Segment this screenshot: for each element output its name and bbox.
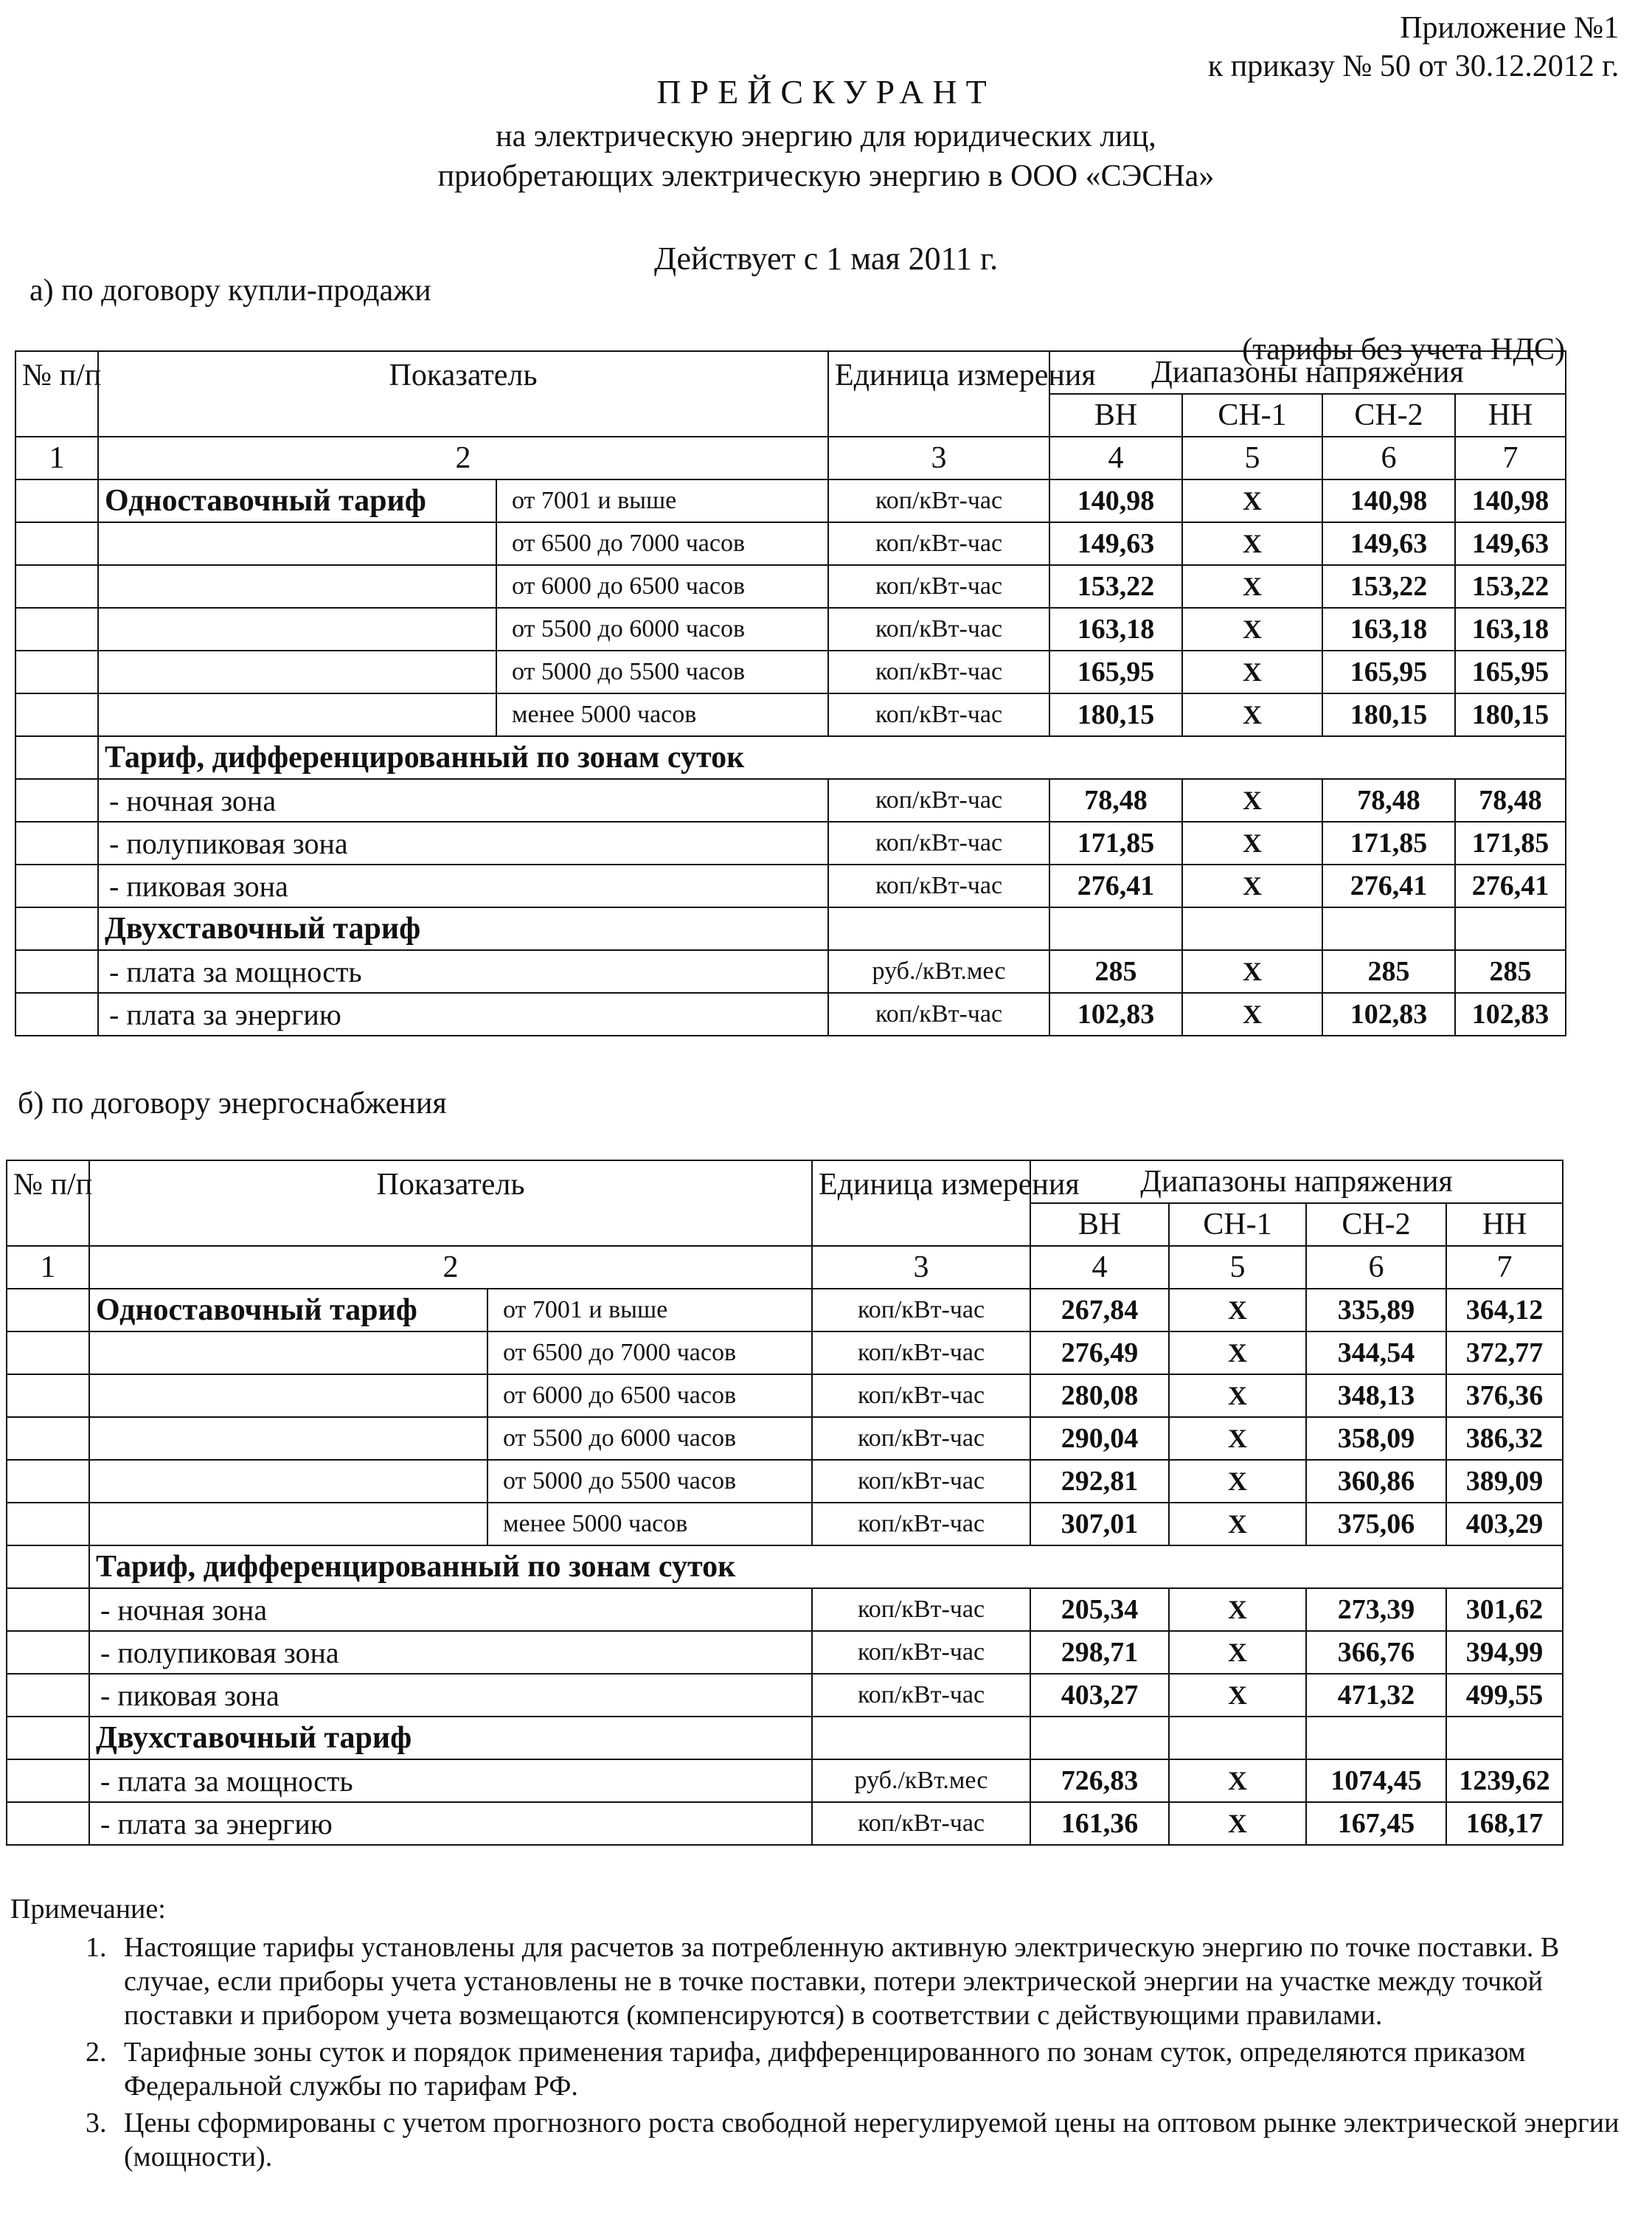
range-label: от 5500 до 6000 часов bbox=[487, 1417, 812, 1460]
table-row bbox=[15, 993, 1566, 1036]
subtitle-line1: на электрическую энергию для юридических лиц, bbox=[496, 120, 1156, 153]
range-label: от 5000 до 5500 часов bbox=[496, 651, 828, 693]
unit-cell: коп/кВт-час bbox=[812, 1417, 1030, 1460]
header-nn: НН bbox=[1446, 1203, 1563, 1246]
value-sn2: 165,95 bbox=[1322, 651, 1455, 693]
value-nn: 165,95 bbox=[1455, 651, 1566, 693]
power-fee-label: - плата за мощность bbox=[98, 950, 828, 993]
value-nn: 140,98 bbox=[1455, 479, 1566, 522]
value-sn2: 335,89 bbox=[1306, 1289, 1446, 1331]
appendix-line1: Приложение №1 bbox=[1400, 11, 1620, 45]
value-nn: 102,83 bbox=[1455, 993, 1566, 1036]
value-sn2: 285 bbox=[1322, 950, 1455, 993]
semipeak-zone-label: - полупиковая зона bbox=[98, 822, 828, 865]
col-num-1: 1 bbox=[15, 437, 98, 479]
peak-zone-label: - пиковая зона bbox=[98, 865, 828, 907]
value-vn: 276,49 bbox=[1030, 1331, 1169, 1374]
unit-cell: коп/кВт-час bbox=[828, 693, 1049, 736]
header-voltage-ranges: Диапазоны напряжения bbox=[1030, 1160, 1563, 1203]
value-sn1: Х bbox=[1169, 1631, 1306, 1674]
energy-fee-label: - плата за энергию bbox=[89, 1802, 812, 1845]
price-table-b bbox=[6, 1160, 1564, 1846]
notes-label: Примечание: bbox=[10, 1894, 166, 1925]
col-num-6: 6 bbox=[1322, 437, 1455, 479]
table-row bbox=[7, 1331, 1563, 1374]
value-vn: 102,83 bbox=[1049, 993, 1182, 1036]
value-vn: 140,98 bbox=[1049, 479, 1182, 522]
value-nn: 499,55 bbox=[1446, 1674, 1563, 1717]
power-fee-label: - плата за мощность bbox=[89, 1759, 812, 1802]
value-nn: 376,36 bbox=[1446, 1374, 1563, 1417]
appendix-line2: к приказу № 50 от 30.12.2012 г. bbox=[1207, 49, 1620, 83]
value-sn2: 360,86 bbox=[1306, 1460, 1446, 1503]
col-num-4: 4 bbox=[1049, 437, 1182, 479]
unit-cell: коп/кВт-час bbox=[812, 1460, 1030, 1503]
value-sn1: Х bbox=[1169, 1374, 1306, 1417]
col-num-4: 4 bbox=[1030, 1246, 1169, 1289]
table-row bbox=[15, 736, 1566, 779]
energy-fee-label: - плата за энергию bbox=[98, 993, 828, 1036]
value-sn1: Х bbox=[1169, 1460, 1306, 1503]
value-vn: 149,63 bbox=[1049, 522, 1182, 565]
value-vn: 153,22 bbox=[1049, 565, 1182, 608]
header-sn1: СН-1 bbox=[1169, 1203, 1306, 1246]
header-vn: ВН bbox=[1030, 1203, 1169, 1246]
header-num: № п/п bbox=[15, 351, 98, 437]
value-nn: 153,22 bbox=[1455, 565, 1566, 608]
unit-cell: коп/кВт-час bbox=[828, 522, 1049, 565]
range-label: от 6000 до 6500 часов bbox=[496, 565, 828, 608]
value-vn: 180,15 bbox=[1049, 693, 1182, 736]
value-sn2: 102,83 bbox=[1322, 993, 1455, 1036]
unit-cell: коп/кВт-час bbox=[828, 993, 1049, 1036]
value-sn2: 1074,45 bbox=[1306, 1759, 1446, 1802]
col-num-3: 3 bbox=[828, 437, 1049, 479]
value-vn: 171,85 bbox=[1049, 822, 1182, 865]
col-num-2: 2 bbox=[98, 437, 828, 479]
table-row bbox=[15, 779, 1566, 822]
range-label: от 6000 до 6500 часов bbox=[487, 1374, 812, 1417]
col-num-7: 7 bbox=[1446, 1246, 1563, 1289]
unit-cell: коп/кВт-час bbox=[828, 865, 1049, 907]
table-row bbox=[7, 1802, 1563, 1845]
value-nn: 78,48 bbox=[1455, 779, 1566, 822]
range-label: от 5500 до 6000 часов bbox=[496, 608, 828, 651]
value-sn2: 276,41 bbox=[1322, 865, 1455, 907]
value-nn: 1239,62 bbox=[1446, 1759, 1563, 1802]
section-b-heading: б) по договору энергоснабжения bbox=[18, 1087, 447, 1121]
zone-tariff-label: Тариф, дифференцированный по зонам суток bbox=[89, 1545, 1563, 1588]
value-vn: 78,48 bbox=[1049, 779, 1182, 822]
header-vn: ВН bbox=[1049, 394, 1182, 437]
table-row bbox=[15, 522, 1566, 565]
value-vn: 307,01 bbox=[1030, 1503, 1169, 1545]
table-row bbox=[15, 822, 1566, 865]
value-sn2: 273,39 bbox=[1306, 1588, 1446, 1631]
single-rate-label: Одноставочный тариф bbox=[98, 479, 496, 522]
value-vn: 403,27 bbox=[1030, 1674, 1169, 1717]
table-row bbox=[7, 1674, 1563, 1717]
header-nn: НН bbox=[1455, 394, 1566, 437]
single-rate-label: Одноставочный тариф bbox=[89, 1289, 487, 1331]
table-row bbox=[15, 865, 1566, 907]
unit-cell: коп/кВт-час bbox=[828, 565, 1049, 608]
table-row bbox=[7, 1545, 1563, 1588]
value-nn: 163,18 bbox=[1455, 608, 1566, 651]
table-row bbox=[15, 693, 1566, 736]
document-title: ПРЕЙСКУРАНТ bbox=[656, 73, 996, 111]
table-row bbox=[15, 608, 1566, 651]
value-sn1: Х bbox=[1182, 693, 1322, 736]
value-nn: 372,77 bbox=[1446, 1331, 1563, 1374]
section-a-heading: а) по договору купли-продажи bbox=[30, 274, 431, 308]
range-label: от 6500 до 7000 часов bbox=[496, 522, 828, 565]
value-sn2: 180,15 bbox=[1322, 693, 1455, 736]
value-vn: 267,84 bbox=[1030, 1289, 1169, 1331]
value-sn2: 344,54 bbox=[1306, 1331, 1446, 1374]
unit-cell: коп/кВт-час bbox=[812, 1674, 1030, 1717]
value-nn: 364,12 bbox=[1446, 1289, 1563, 1331]
unit-cell: коп/кВт-час bbox=[812, 1588, 1030, 1631]
value-sn1: Х bbox=[1182, 822, 1322, 865]
value-vn: 298,71 bbox=[1030, 1631, 1169, 1674]
range-label: менее 5000 часов bbox=[487, 1503, 812, 1545]
night-zone-label: - ночная зона bbox=[98, 779, 828, 822]
value-sn1: Х bbox=[1182, 779, 1322, 822]
value-sn1: Х bbox=[1169, 1674, 1306, 1717]
value-sn2: 140,98 bbox=[1322, 479, 1455, 522]
unit-cell: коп/кВт-час bbox=[812, 1289, 1030, 1331]
table-row bbox=[7, 1503, 1563, 1545]
value-nn: 149,63 bbox=[1455, 522, 1566, 565]
value-sn1: Х bbox=[1182, 565, 1322, 608]
unit-cell: коп/кВт-час bbox=[828, 779, 1049, 822]
value-vn: 276,41 bbox=[1049, 865, 1182, 907]
value-sn1: Х bbox=[1182, 651, 1322, 693]
unit-cell: коп/кВт-час bbox=[812, 1802, 1030, 1845]
value-sn2: 375,06 bbox=[1306, 1503, 1446, 1545]
table-row bbox=[7, 1374, 1563, 1417]
value-sn2: 153,22 bbox=[1322, 565, 1455, 608]
value-nn: 171,85 bbox=[1455, 822, 1566, 865]
unit-cell: руб./кВт.мес bbox=[828, 950, 1049, 993]
col-num-2: 2 bbox=[89, 1246, 812, 1289]
value-nn: 180,15 bbox=[1455, 693, 1566, 736]
col-num-1: 1 bbox=[7, 1246, 89, 1289]
value-sn1: Х bbox=[1182, 479, 1322, 522]
header-unit: Единица измерения bbox=[812, 1160, 1030, 1246]
value-vn: 205,34 bbox=[1030, 1588, 1169, 1631]
header-indicator: Показатель bbox=[98, 351, 828, 437]
value-nn: 285 bbox=[1455, 950, 1566, 993]
value-sn1: Х bbox=[1169, 1289, 1306, 1331]
header-sn2: СН-2 bbox=[1322, 394, 1455, 437]
table-row bbox=[7, 1717, 1563, 1759]
value-vn: 163,18 bbox=[1049, 608, 1182, 651]
value-sn2: 163,18 bbox=[1322, 608, 1455, 651]
unit-cell: коп/кВт-час bbox=[812, 1374, 1030, 1417]
value-vn: 292,81 bbox=[1030, 1460, 1169, 1503]
table-row bbox=[7, 1631, 1563, 1674]
night-zone-label: - ночная зона bbox=[89, 1588, 812, 1631]
value-vn: 285 bbox=[1049, 950, 1182, 993]
subtitle-line2: приобретающих электрическую энергию в ООО «СЭСНа» bbox=[437, 159, 1215, 193]
col-num-3: 3 bbox=[812, 1246, 1030, 1289]
notes-block bbox=[10, 1892, 1633, 2177]
value-sn2: 171,85 bbox=[1322, 822, 1455, 865]
value-vn: 726,83 bbox=[1030, 1759, 1169, 1802]
value-sn1: Х bbox=[1169, 1331, 1306, 1374]
peak-zone-label: - пиковая зона bbox=[89, 1674, 812, 1717]
header-sn1: СН-1 bbox=[1182, 394, 1322, 437]
header-sn2: СН-2 bbox=[1306, 1203, 1446, 1246]
value-sn1: Х bbox=[1169, 1759, 1306, 1802]
value-nn: 394,99 bbox=[1446, 1631, 1563, 1674]
col-num-5: 5 bbox=[1182, 437, 1322, 479]
value-sn1: Х bbox=[1169, 1588, 1306, 1631]
range-label: от 5000 до 5500 часов bbox=[487, 1460, 812, 1503]
vat-note: (тарифы без учета НДС) bbox=[1242, 333, 1565, 367]
table-row bbox=[15, 651, 1566, 693]
col-num-5: 5 bbox=[1169, 1246, 1306, 1289]
table-row bbox=[7, 1759, 1563, 1802]
value-sn2: 149,63 bbox=[1322, 522, 1455, 565]
unit-cell: коп/кВт-час bbox=[812, 1331, 1030, 1374]
value-sn1: Х bbox=[1182, 993, 1322, 1036]
price-table-a bbox=[15, 350, 1566, 1036]
value-sn1: Х bbox=[1169, 1802, 1306, 1845]
value-sn1: Х bbox=[1182, 608, 1322, 651]
table-row bbox=[7, 1417, 1563, 1460]
zone-tariff-label: Тариф, дифференцированный по зонам суток bbox=[98, 736, 1566, 779]
value-sn2: 167,45 bbox=[1306, 1802, 1446, 1845]
value-sn1: Х bbox=[1182, 865, 1322, 907]
effective-date: Действует с 1 мая 2011 г. bbox=[653, 240, 999, 277]
unit-cell: коп/кВт-час bbox=[812, 1631, 1030, 1674]
table-row bbox=[7, 1289, 1563, 1331]
table-row bbox=[15, 479, 1566, 522]
value-sn2: 366,76 bbox=[1306, 1631, 1446, 1674]
value-sn1: Х bbox=[1169, 1417, 1306, 1460]
note-item-3: 3. Цены сформированы с учетом прогнозного роста свободной нерегулируемой цены на оптовом рынке электрической энергии (мощности). bbox=[114, 2106, 1633, 2174]
note-item-1: 1. Настоящие тарифы установлены для расчетов за потребленную активную электрическую энергию по точке поставки. В случае, если приборы учета установлены не в точке поставки, потери электрической энергии на участке между точкой поставки и прибором учета возмещаются (компенсируются) в соответствии с действующими правилами. bbox=[114, 1930, 1633, 2032]
notes-list bbox=[10, 1930, 1633, 2174]
range-label: от 7001 и выше bbox=[496, 479, 828, 522]
value-sn2: 78,48 bbox=[1322, 779, 1455, 822]
semipeak-zone-label: - полупиковая зона bbox=[89, 1631, 812, 1674]
value-sn1: Х bbox=[1182, 522, 1322, 565]
unit-cell: коп/кВт-час bbox=[828, 479, 1049, 522]
value-nn: 403,29 bbox=[1446, 1503, 1563, 1545]
value-nn: 301,62 bbox=[1446, 1588, 1563, 1631]
unit-cell: коп/кВт-час bbox=[828, 651, 1049, 693]
value-nn: 389,09 bbox=[1446, 1460, 1563, 1503]
unit-cell: коп/кВт-час bbox=[828, 822, 1049, 865]
two-rate-label: Двухставочный тариф bbox=[98, 907, 828, 950]
header-indicator: Показатель bbox=[89, 1160, 812, 1246]
two-rate-label: Двухставочный тариф bbox=[89, 1717, 812, 1759]
value-vn: 165,95 bbox=[1049, 651, 1182, 693]
range-label: от 6500 до 7000 часов bbox=[487, 1331, 812, 1374]
value-sn1: Х bbox=[1169, 1503, 1306, 1545]
table-row bbox=[15, 907, 1566, 950]
header-unit: Единица измерения bbox=[828, 351, 1049, 437]
col-num-7: 7 bbox=[1455, 437, 1566, 479]
table-row bbox=[15, 565, 1566, 608]
unit-cell: руб./кВт.мес bbox=[812, 1759, 1030, 1802]
value-sn2: 348,13 bbox=[1306, 1374, 1446, 1417]
unit-cell: коп/кВт-час bbox=[812, 1503, 1030, 1545]
value-vn: 161,36 bbox=[1030, 1802, 1169, 1845]
value-nn: 276,41 bbox=[1455, 865, 1566, 907]
range-label: от 7001 и выше bbox=[487, 1289, 812, 1331]
unit-cell: коп/кВт-час bbox=[828, 608, 1049, 651]
table-row bbox=[7, 1588, 1563, 1631]
value-vn: 290,04 bbox=[1030, 1417, 1169, 1460]
header-voltage-ranges: Диапазоны напряжения bbox=[1049, 351, 1566, 394]
value-sn2: 471,32 bbox=[1306, 1674, 1446, 1717]
table-row bbox=[7, 1460, 1563, 1503]
header-num: № п/п bbox=[7, 1160, 89, 1246]
value-vn: 280,08 bbox=[1030, 1374, 1169, 1417]
value-sn1: Х bbox=[1182, 950, 1322, 993]
col-num-6: 6 bbox=[1306, 1246, 1446, 1289]
table-row bbox=[15, 950, 1566, 993]
value-nn: 168,17 bbox=[1446, 1802, 1563, 1845]
value-nn: 386,32 bbox=[1446, 1417, 1563, 1460]
value-sn2: 358,09 bbox=[1306, 1417, 1446, 1460]
document-subtitle bbox=[0, 117, 1652, 196]
range-label: менее 5000 часов bbox=[496, 693, 828, 736]
note-item-2: 2. Тарифные зоны суток и порядок применения тарифа, дифференцированного по зонам суток, определяются приказом Федеральной службы по тарифам РФ. bbox=[114, 2035, 1633, 2103]
